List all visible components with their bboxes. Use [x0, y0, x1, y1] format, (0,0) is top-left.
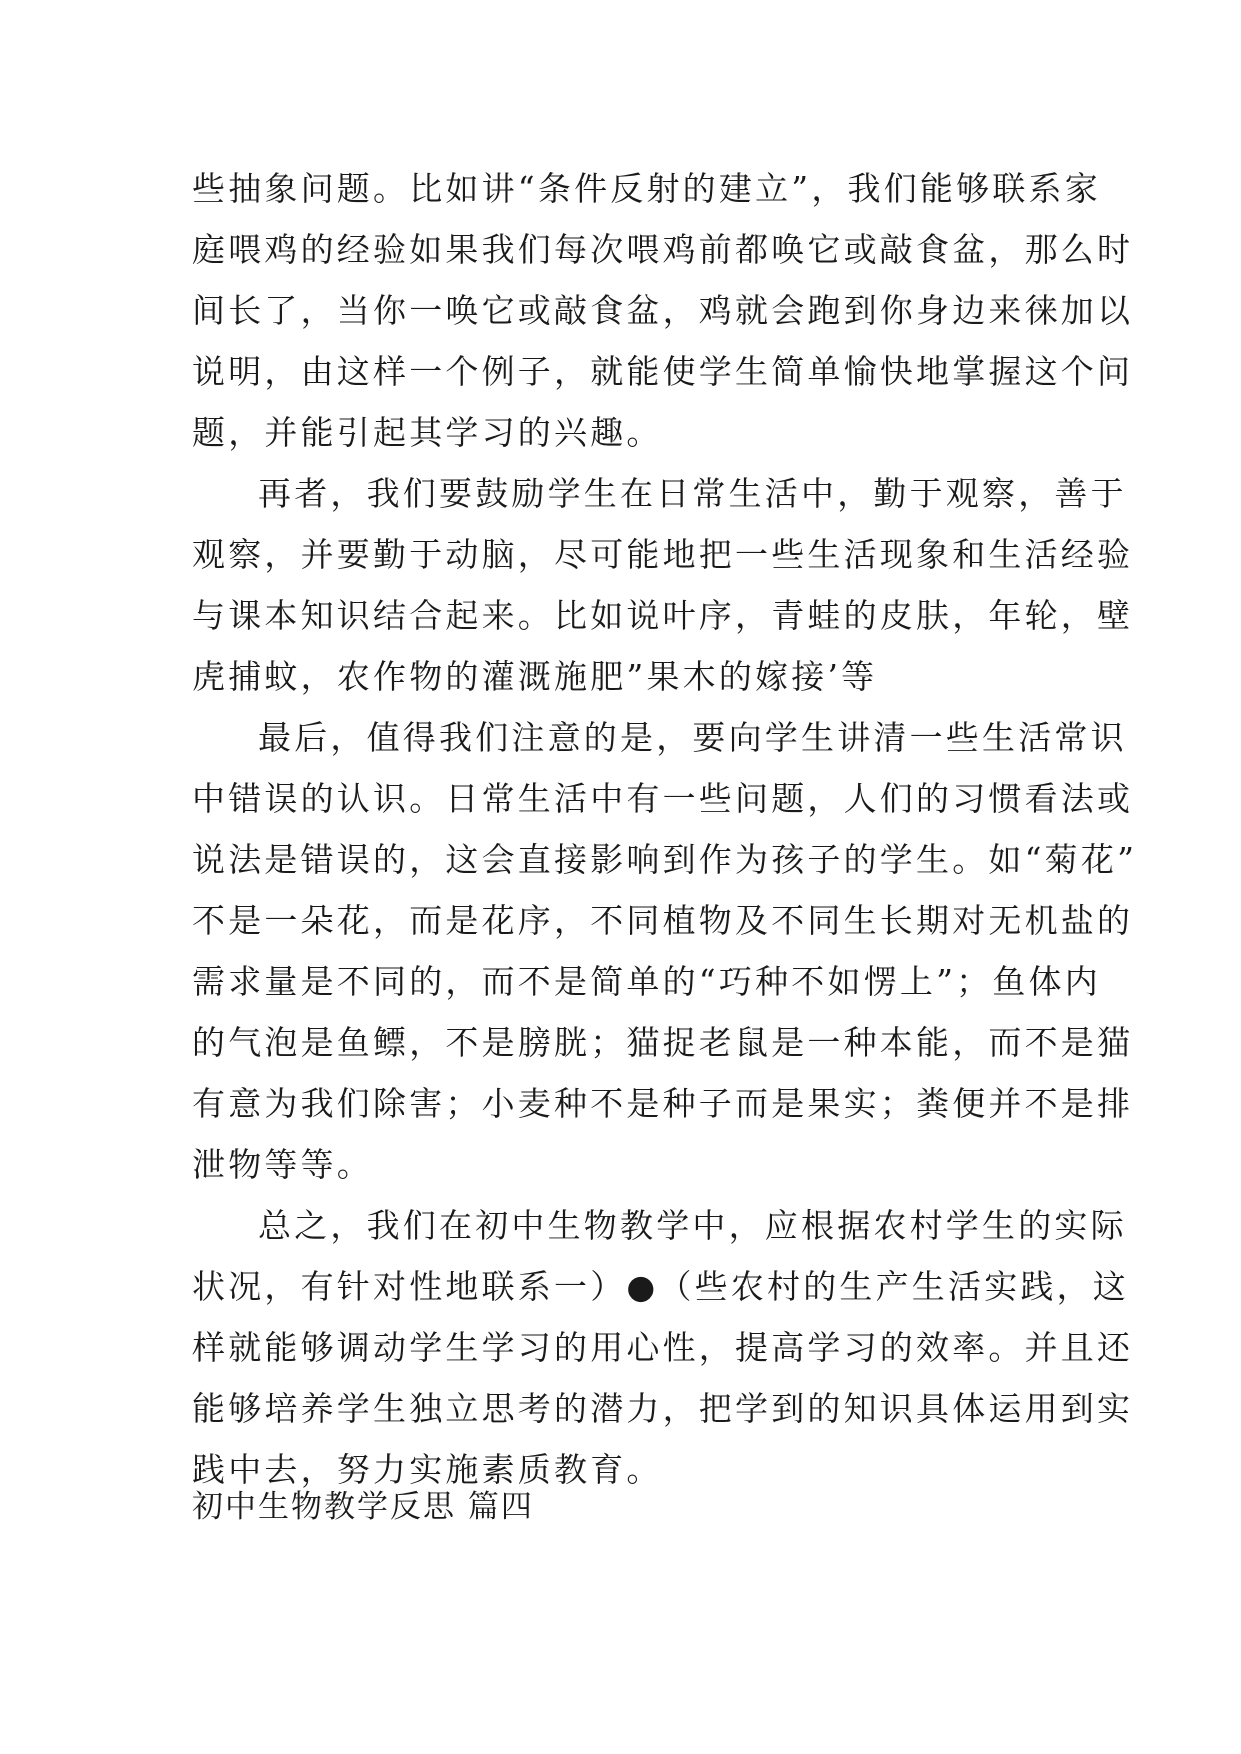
text-line: 与课本知识结合起来。比如说叶序，青蛙的皮肤，年轮，壁 [192, 596, 1134, 635]
text-line: 说明，由这样一个例子，就能使学生简单愉快地掌握这个问 [192, 352, 1134, 391]
text-line: 题，并能引起其学习的兴趣。 [192, 413, 663, 452]
text-line: 有意为我们除害；小麦种不是种子而是果实；粪便并不是排 [192, 1084, 1134, 1123]
paragraph-first-line: 总之，我们在初中生物教学中，应根据农村学生的实际 [258, 1206, 1127, 1245]
text-line: 庭喂鸡的经验如果我们每次喂鸡前都唤它或敲食盆，那么时 [192, 230, 1134, 269]
text-line: 样就能够调动学生学习的用心性，提高学习的效率。并且还 [192, 1328, 1134, 1367]
text-line: 能够培养学生独立思考的潜力，把学到的知识具体运用到实 [192, 1389, 1134, 1428]
paragraph-first-line: 再者，我们要鼓励学生在日常生活中，勤于观察，善于 [258, 474, 1127, 513]
section-heading: 初中生物教学反思 篇四 [192, 1489, 534, 1525]
text-line: 状况，有针对性地联系一）●（些农村的生产生活实践，这 [192, 1267, 1129, 1306]
text-line: 观察，并要勤于动脑，尽可能地把一些生活现象和生活经验 [192, 535, 1134, 574]
text-line: 间长了，当你一唤它或敲食盆，鸡就会跑到你身边来徕加以 [192, 291, 1134, 330]
text-line: 中错误的认识。日常生活中有一些问题，人们的习惯看法或 [192, 779, 1134, 818]
text-line: 泄物等等。 [192, 1145, 373, 1184]
paragraph-first-line: 最后，值得我们注意的是，要向学生讲清一些生活常识 [258, 718, 1127, 757]
text-line: 不是一朵花，而是花序，不同植物及不同生长期对无机盐的 [192, 901, 1134, 940]
text-line: 虎捕蚊，农作物的灌溉施肥”果木的嫁接’等 [192, 657, 878, 696]
text-line: 些抽象问题。比如讲“条件反射的建立”，我们能够联系家 [192, 169, 1101, 208]
text-line: 践中去，努力实施素质教育。 [192, 1450, 663, 1489]
text-line: 需求量是不同的，而不是简单的“巧种不如愣上”；鱼体内 [192, 962, 1101, 1001]
body-text [192, 158, 1138, 1500]
text-line: 的气泡是鱼鳔，不是膀胱；猫捉老鼠是一种本能，而不是猫 [192, 1023, 1134, 1062]
text-line: 说法是错误的，这会直接影响到作为孩子的学生。如“菊花” [192, 840, 1138, 879]
